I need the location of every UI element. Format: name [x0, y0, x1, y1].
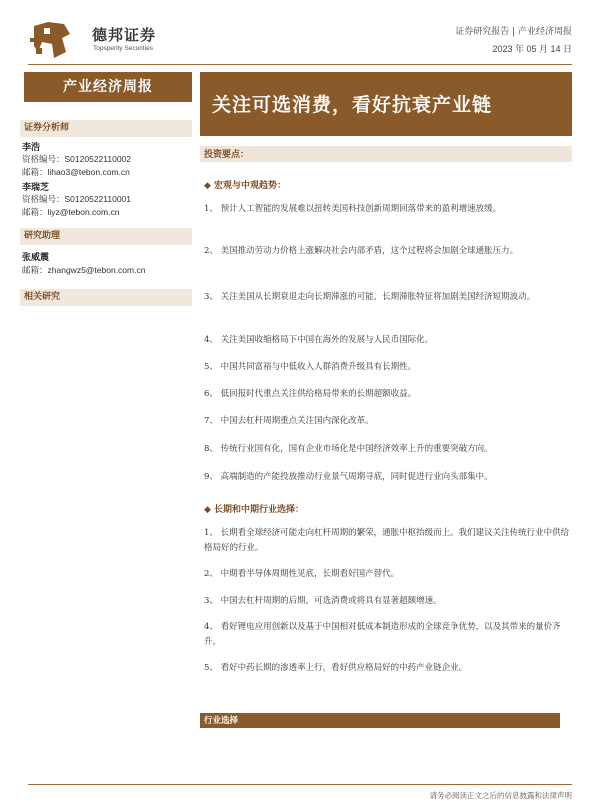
- header-divider: [28, 64, 572, 65]
- cert-label: 资格编号：: [22, 195, 65, 205]
- footer-disclaimer[interactable]: 请务必阅读正文之后的信息披露和法律声明: [429, 791, 572, 800]
- cert-number: S0120522110002: [64, 154, 132, 164]
- list-item: 7、 中国去杠杆周期重点关注国内深化改革。: [204, 416, 374, 426]
- list-item: 2、 中期看半导体周期性见底，长期看好国产替代。: [204, 569, 400, 579]
- list-item: 6、 低回报时代重点关注供给格局带来的长期超额收益。: [204, 389, 417, 399]
- list-item: 9、 高端制造的产能投放推动行业景气周期寻底，同时促进行业向头部集中。: [204, 472, 493, 482]
- macro-section-title: ◆ 宏观与中观趋势：: [204, 181, 287, 191]
- list-item: 3、 中国去杠杆周期的后期，可选消费或将具有显著超额增速。: [204, 596, 442, 606]
- list-item: 4、 看好锂电应用创新以及基于中国相对低成本制造形成的全球竞争优势，以及其带来的量价齐升。: [204, 622, 561, 647]
- analyst-name: 李浩: [22, 143, 41, 153]
- analysts-section-title: 证券分析师: [20, 120, 192, 137]
- investment-highlights-title: 投资要点：: [204, 150, 250, 160]
- email-label: 邮箱：: [22, 266, 48, 276]
- analyst-name: 李瑞芝: [22, 183, 50, 193]
- brand-name-cn: 德邦证券: [92, 26, 157, 44]
- analyst-email: [22, 166, 130, 178]
- list-item: 8、 传统行业国有化，国有企业市场化是中国经济效率上升的重要突破方向。: [204, 444, 493, 454]
- list-item: 1、 预计人工智能的发展难以扭转美国科技创新周期回落带来的盈利增速放缓。: [204, 204, 502, 214]
- brand-logo-icon: [28, 18, 76, 62]
- investment-highlights-bar: [200, 146, 572, 162]
- related-research-title: 相关研究: [20, 289, 192, 306]
- analyst-cert: [22, 153, 131, 165]
- report-date: 2023 年 05 月 14 日: [492, 44, 572, 54]
- brand-name-en: Topsperity Securities: [93, 45, 153, 52]
- list-item: 2、 美国推动劳动力价格上涨解决社会内部矛盾，这个过程将会加剧全球通胀压力。: [204, 246, 519, 256]
- report-title: 关注可选消费，看好抗衰产业链: [212, 94, 493, 116]
- assistant-name: 张威震: [22, 253, 50, 263]
- email-label: 邮箱：: [22, 208, 48, 218]
- list-item: 3、 关注美国从长期衰退走向长期滞涨的可能，长期滞胀特征将加剧美国经济短期波动。: [204, 292, 536, 302]
- email-address[interactable]: lihao3@tebon.com.cn: [47, 167, 130, 177]
- analyst-cert: [22, 193, 131, 205]
- list-item: 5、 看好中药长期的渗透率上行，看好供应格局好的中药产业链企业。: [204, 663, 468, 673]
- cert-number: S0120522110001: [64, 194, 132, 204]
- footer-divider: [28, 784, 572, 785]
- email-address[interactable]: zhangwz5@tebon.com.cn: [47, 265, 146, 275]
- list-item: 5、 中国共同富裕与中低收入人群消费升级具有长期性。: [204, 362, 417, 372]
- list-item: 4、 关注美国收缩格局下中国在海外的发展与人民币国际化。: [204, 335, 434, 345]
- industry-section-title: ◆ 长期和中期行业选择：: [204, 505, 305, 515]
- report-category-tag: 产业经济周报: [24, 72, 192, 102]
- analyst-email: [22, 206, 119, 218]
- industry-selection-label: 行业选择: [204, 716, 239, 726]
- cert-label: 资格编号：: [22, 155, 65, 165]
- assistant-email: [22, 264, 145, 276]
- email-label: 邮箱：: [22, 168, 48, 178]
- report-type: 证券研究报告 | 产业经济周报: [455, 27, 572, 37]
- email-address[interactable]: liyz@tebon.com.cn: [47, 207, 120, 217]
- assistant-section-title: 研究助理: [20, 228, 192, 245]
- list-item: 1、 长期看全球经济可能走向杠杆周期的繁荣，通胀中枢抬级而上。我们建议关注传统行业中供给格局好的行业。: [204, 528, 570, 553]
- industry-selection-bar: [200, 713, 560, 728]
